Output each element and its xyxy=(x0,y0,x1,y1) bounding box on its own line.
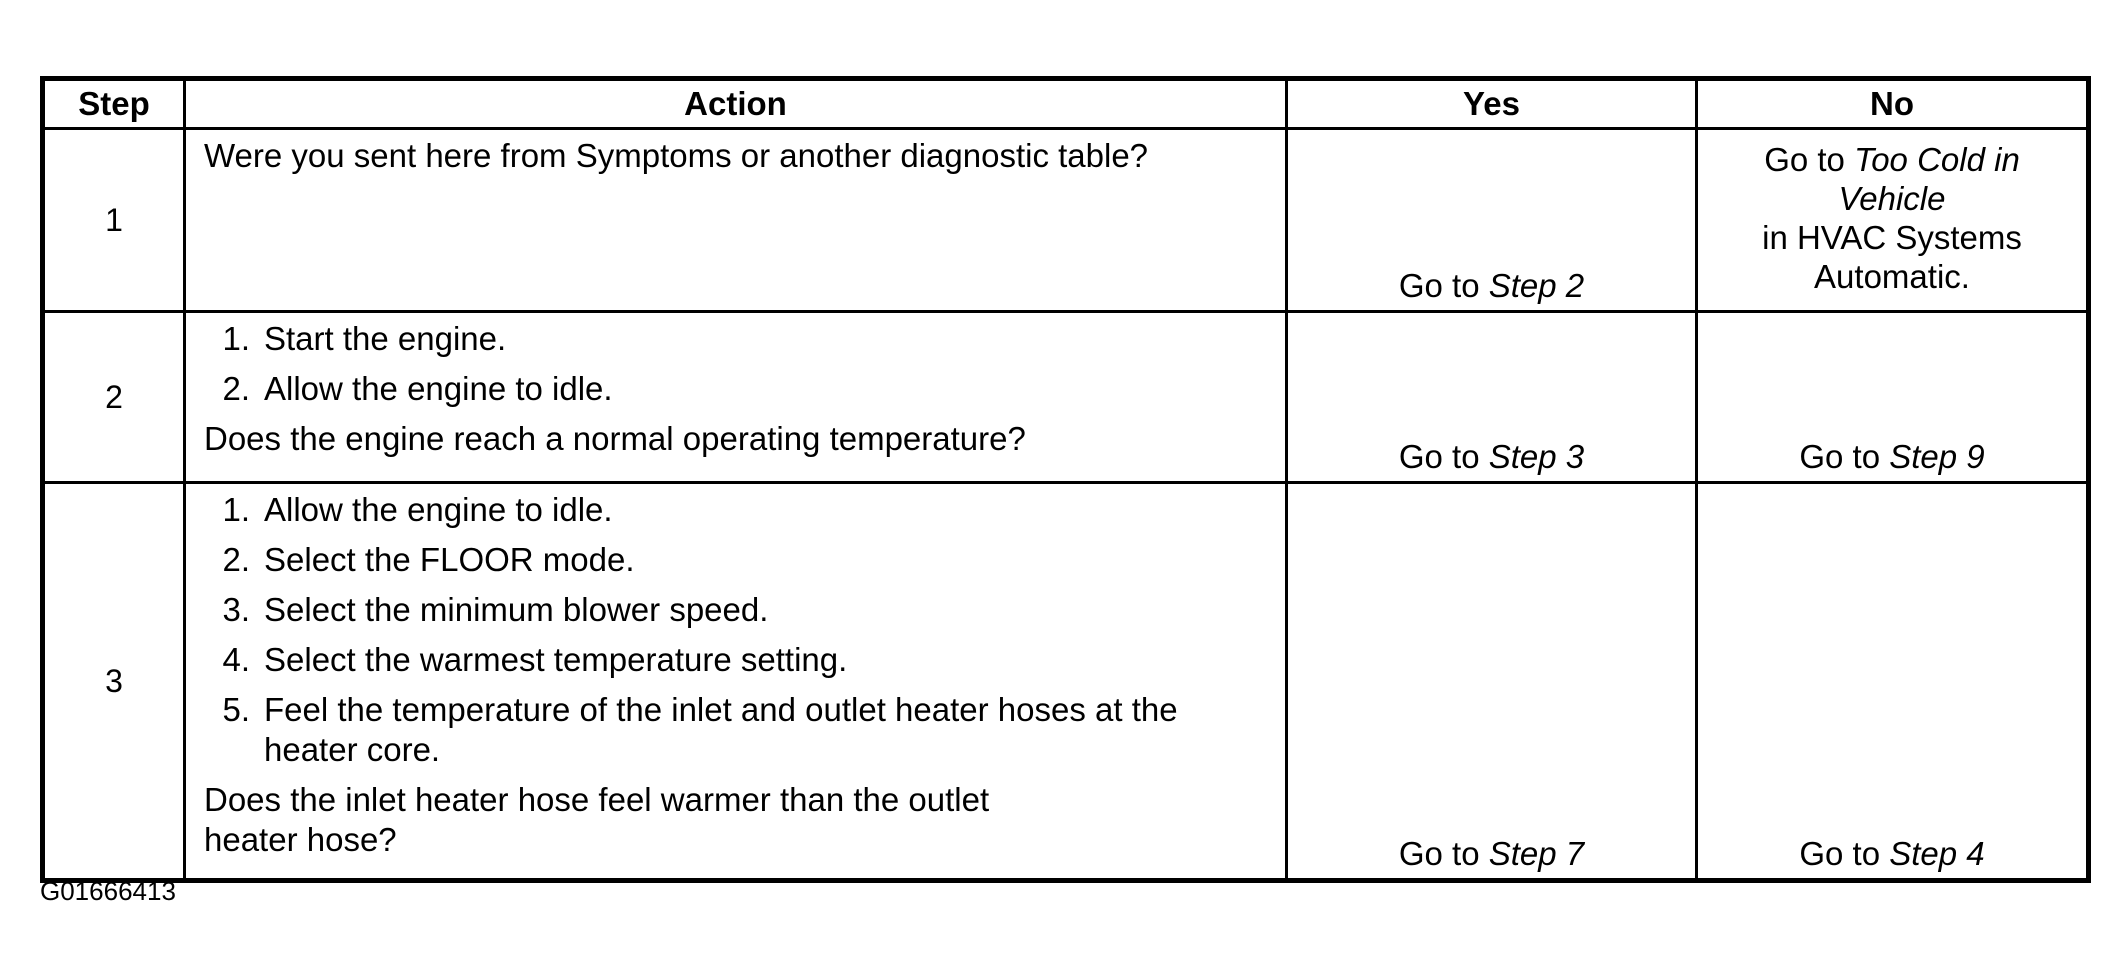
yes-step-link[interactable]: Step 2 xyxy=(1488,267,1585,304)
yes-prefix: Go to xyxy=(1398,267,1489,304)
list-item xyxy=(204,690,1271,770)
header-action: Action xyxy=(185,79,1287,129)
step-item-number: 3. xyxy=(222,591,250,628)
yes-prefix: Go to xyxy=(1398,438,1489,475)
no-ref-link-cont[interactable]: Vehicle xyxy=(1838,180,1946,217)
step-item-text: Feel the temperature of the inlet and outlet heater hoses at the heater core. xyxy=(264,691,1178,768)
step-item-number: 2. xyxy=(222,370,250,407)
step-item-number: 2. xyxy=(222,541,250,578)
diagnostic-table xyxy=(40,76,2091,883)
no-suffix-cont: Automatic. xyxy=(1814,258,1970,295)
list-item xyxy=(204,319,1271,359)
no-cell xyxy=(1697,483,2089,881)
header-yes: Yes xyxy=(1287,79,1697,129)
action-question: Does the engine reach a normal operating temperature? xyxy=(204,420,1026,457)
action-steps-list xyxy=(204,490,1271,770)
action-cell xyxy=(185,483,1287,881)
no-step-link[interactable]: Step 4 xyxy=(1889,835,1985,872)
header-no: No xyxy=(1697,79,2089,129)
table-row xyxy=(43,483,2089,881)
list-item xyxy=(204,369,1271,409)
step-item-number: 1. xyxy=(222,491,250,528)
no-cell xyxy=(1697,129,2089,312)
action-cell xyxy=(185,129,1287,312)
step-item-text: Allow the engine to idle. xyxy=(264,370,613,407)
no-suffix: in HVAC Systems xyxy=(1762,219,2022,256)
action-question: Were you sent here from Symptoms or another diagnostic table? xyxy=(204,137,1149,174)
step-item-text: Start the engine. xyxy=(264,320,507,357)
yes-cell xyxy=(1287,483,1697,881)
step-item-number: 5. xyxy=(222,691,250,728)
yes-step-link[interactable]: Step 3 xyxy=(1488,438,1585,475)
step-item-text: Select the FLOOR mode. xyxy=(264,541,635,578)
step-number: 1 xyxy=(43,129,185,312)
yes-step-link[interactable]: Step 7 xyxy=(1488,835,1585,872)
step-number: 2 xyxy=(43,312,185,483)
yes-cell xyxy=(1287,312,1697,483)
no-prefix: Go to xyxy=(1799,835,1890,872)
list-item xyxy=(204,540,1271,580)
list-item xyxy=(204,590,1271,630)
table-row xyxy=(43,312,2089,483)
yes-prefix: Go to xyxy=(1398,835,1489,872)
step-item-text: Allow the engine to idle. xyxy=(264,491,613,528)
no-cell xyxy=(1697,312,2089,483)
step-number: 3 xyxy=(43,483,185,881)
list-item xyxy=(204,640,1271,680)
no-prefix: Go to xyxy=(1799,438,1890,475)
step-item-text: Select the minimum blower speed. xyxy=(264,591,769,628)
table-row xyxy=(43,129,2089,312)
step-item-number: 4. xyxy=(222,641,250,678)
action-question: Does the inlet heater hose feel warmer than the outlet heater hose? xyxy=(204,781,990,858)
action-cell xyxy=(185,312,1287,483)
figure-id: G01666413 xyxy=(40,876,176,906)
no-prefix: Go to xyxy=(1764,141,1855,178)
list-item xyxy=(204,490,1271,530)
step-item-number: 1. xyxy=(222,320,250,357)
table-header-row xyxy=(43,79,2089,129)
no-ref-link[interactable]: Too Cold in xyxy=(1854,141,2020,178)
header-step: Step xyxy=(43,79,185,129)
yes-cell xyxy=(1287,129,1697,312)
action-steps-list xyxy=(204,319,1271,409)
step-item-text: Select the warmest temperature setting. xyxy=(264,641,848,678)
no-step-link[interactable]: Step 9 xyxy=(1889,438,1985,475)
